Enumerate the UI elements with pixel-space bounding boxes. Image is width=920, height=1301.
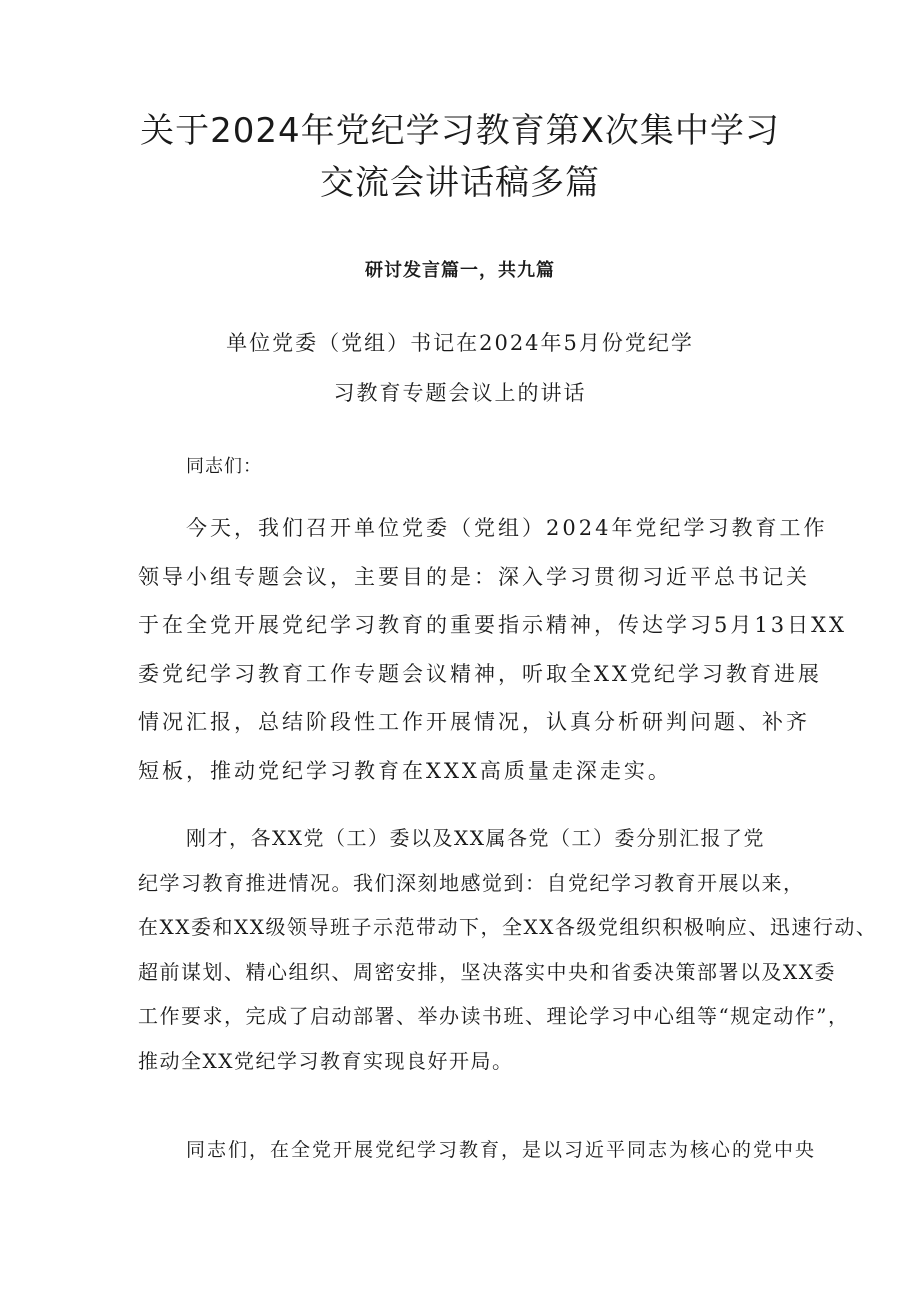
body-paragraph: [138, 512, 847, 803]
paragraph-line: 今天，我们召开单位党委（党组）2024年党纪学习教育工作: [186, 516, 828, 540]
paragraph-line: 委党纪学习教育工作专题会议精神，听取全XX党纪学习教育进展: [138, 661, 822, 686]
paragraph-line: 情况汇报，总结阶段性工作开展情况，认真分析研判问题、补齐: [138, 710, 810, 734]
document-title: [0, 105, 920, 209]
paragraph-line: 同志们，在全党开展党纪学习教育，是以习近平同志为核心的党中央: [186, 1139, 817, 1161]
paragraph-line: 推动全XX党纪学习教育实现良好开局。: [138, 1048, 514, 1073]
paragraph-line: 在XX委和XX级领导班子示范带动下，全XX各级党组织积极响应、迅速行动、: [138, 915, 878, 939]
paragraph-line: 超前谋划、精心组织、周密安排，坚决落实中央和省委决策部署以及XX委: [138, 959, 836, 984]
paragraph-line: 短板，推动党纪学习教育在XXX高质量走深走实。: [138, 758, 672, 783]
paragraph-line: 刚才，各XX党（工）委以及XX属各党（工）委分别汇报了党: [186, 826, 765, 850]
body-paragraph: [138, 822, 878, 1089]
paragraph-line: 纪学习教育推进情况。我们深刻地感觉到：自党纪学习教育开展以来，: [138, 870, 805, 895]
section-subtitle: 研讨发言篇一，共九篇: [365, 260, 555, 281]
body-paragraph: [138, 1134, 817, 1178]
document-title-line: 交流会讲话稿多篇: [320, 163, 600, 203]
salutation: 同志们：: [186, 456, 262, 477]
paragraph-line: 于在全党开展党纪学习教育的重要指示精神，传达学习5月13日XX: [138, 613, 847, 637]
speech-title-line: 单位党委（党组）书记在2024年5月份党纪学: [226, 331, 694, 355]
document-title-line: 关于2024年党纪学习教育第X次集中学习: [140, 111, 780, 151]
paragraph-line: 工作要求，完成了启动部署、举办读书班、理论学习中心组等“规定动作”，: [138, 1004, 850, 1028]
paragraph-line: 领导小组专题会议，主要目的是：深入学习贯彻习近平总书记关: [138, 564, 810, 589]
speech-title-line: 习教育专题会议上的讲话: [333, 381, 587, 405]
